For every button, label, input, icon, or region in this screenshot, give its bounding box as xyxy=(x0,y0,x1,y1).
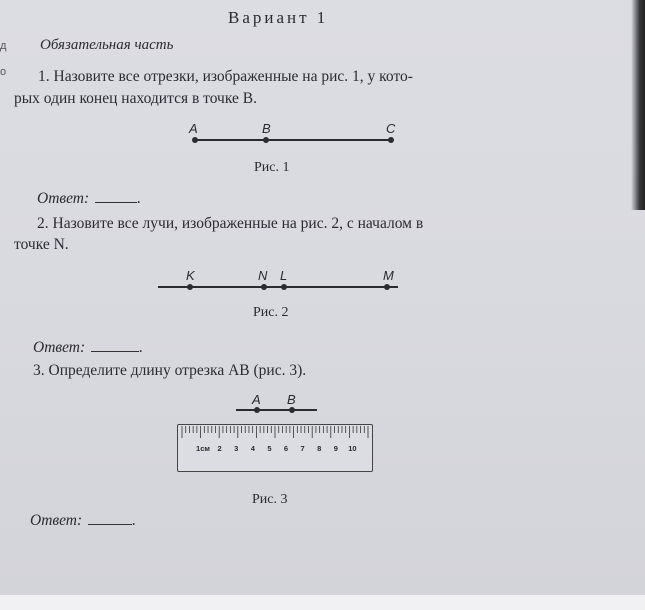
point-a xyxy=(192,137,198,143)
caption-fig3: Рис. 3 xyxy=(252,492,288,507)
segment-ac xyxy=(194,139,391,141)
ruler-label: 4 xyxy=(250,444,255,453)
answer-label: Ответ: xyxy=(30,512,83,529)
ruler-label: 10 xyxy=(348,444,357,453)
point-b xyxy=(289,407,295,413)
line-km xyxy=(158,286,398,288)
answer-blank xyxy=(88,523,132,525)
answer-blank xyxy=(95,201,137,203)
label-b: B xyxy=(262,121,271,136)
ruler-label: 6 xyxy=(283,444,289,453)
q1-answer: Ответ: . xyxy=(37,190,142,207)
section-heading: Обязательная часть xyxy=(40,37,174,53)
point-m xyxy=(384,284,390,290)
segment-ab xyxy=(236,409,317,411)
edge-fragment: о xyxy=(0,66,7,78)
q2-text-line1: 2. Назовите все лучи, изображенные на рис. 2, с началом в xyxy=(37,215,424,232)
q1-text-line2: рых один конец находится в точке B. xyxy=(14,90,257,107)
point-c xyxy=(388,137,394,143)
q3-answer: Ответ: . xyxy=(30,512,137,529)
label-a: A xyxy=(189,121,198,136)
bottom-strip xyxy=(0,595,645,610)
variant-title: Вариант 1 xyxy=(228,8,329,27)
label-m: M xyxy=(383,268,394,283)
label-a: A xyxy=(252,392,261,407)
label-l: L xyxy=(280,268,288,283)
point-a xyxy=(254,407,260,413)
point-n xyxy=(261,284,267,290)
caption-fig2: Рис. 2 xyxy=(253,305,289,320)
ruler-label: 7 xyxy=(300,444,305,453)
label-n: N xyxy=(258,268,268,283)
label-k: K xyxy=(186,268,195,283)
point-l xyxy=(281,284,287,290)
point-k xyxy=(187,284,193,290)
ruler-scale xyxy=(178,425,372,471)
ruler-label: 3 xyxy=(234,444,239,453)
caption-fig1: Рис. 1 xyxy=(254,160,290,175)
q2-text-line2: точке N. xyxy=(14,236,69,253)
label-b: B xyxy=(287,392,296,407)
ruler-label: 2 xyxy=(217,444,222,453)
page-fold-shadow xyxy=(631,0,645,210)
ruler-label: 8 xyxy=(317,444,322,453)
answer-label: Ответ: xyxy=(33,339,86,356)
q1-text-line1: 1. Назовите все отрезки, изображенные на рис. 1, у кото- xyxy=(38,68,413,85)
point-b xyxy=(263,137,269,143)
ruler-label: 5 xyxy=(267,444,272,453)
left-page-edge xyxy=(0,0,12,90)
label-c: C xyxy=(386,121,396,136)
q3-text-line1: 3. Определите длину отрезка AB (рис. 3). xyxy=(33,362,307,379)
answer-label: Ответ: xyxy=(37,190,90,207)
ruler xyxy=(177,424,373,472)
edge-fragment: д xyxy=(0,40,7,52)
answer-blank xyxy=(91,350,139,352)
ruler-label: 1см xyxy=(196,444,210,453)
ruler-label: 9 xyxy=(333,444,338,453)
q2-answer: Ответ: . xyxy=(33,339,144,356)
